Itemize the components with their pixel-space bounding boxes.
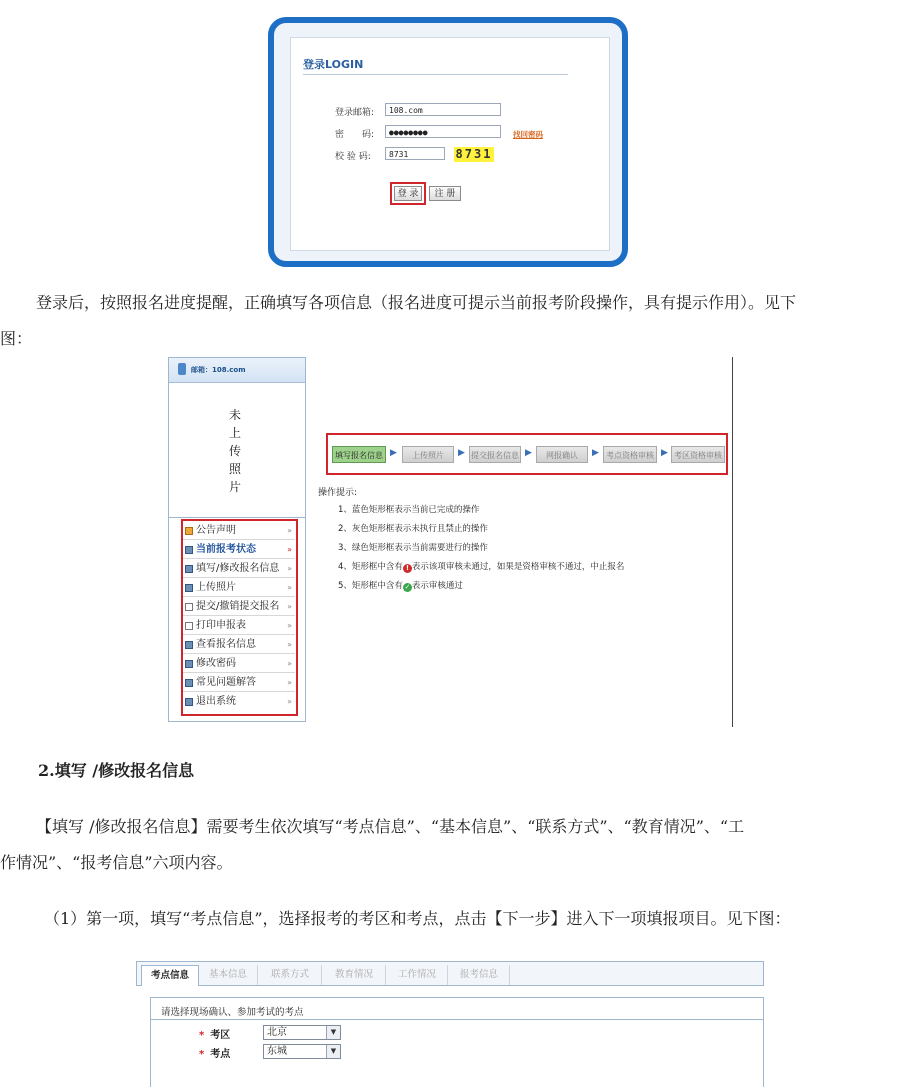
- step-upload-photo: 上传照片: [402, 446, 454, 463]
- form-hint: 请选择现场确认、参加考试的考点: [161, 1007, 304, 1018]
- menu-item-edit-info[interactable]: [183, 560, 295, 578]
- arrow-right-icon: ▶: [592, 448, 599, 458]
- document-icon: [185, 641, 193, 649]
- chevron-right-icon: »: [287, 697, 292, 706]
- tab-contact[interactable]: 联系方式: [259, 965, 322, 985]
- chevron-right-icon: »: [287, 678, 292, 687]
- arrow-right-icon: ▶: [661, 448, 668, 458]
- password-field[interactable]: ●●●●●●●●: [385, 125, 501, 138]
- forgot-password-link[interactable]: 找回密码: [513, 130, 543, 139]
- ops-line-tail: 表示审核通过: [411, 581, 463, 591]
- menu-item-label: 常见问题解答: [196, 677, 256, 688]
- password-label: 密 码:: [335, 130, 375, 140]
- login-button[interactable]: 登 录: [394, 186, 422, 201]
- paragraph-requirements-cont: 作情况”、“报考信息”六项内容。: [0, 853, 233, 872]
- photo-placeholder: [169, 382, 305, 518]
- captcha-field[interactable]: 8731: [385, 147, 445, 160]
- menu-item-label: 公告声明: [196, 525, 236, 536]
- paragraph-intro-cont: 图：: [0, 329, 33, 348]
- ops-line-tail: 表示该项审核未通过，如果是资格审核不通过，中止报名: [411, 562, 625, 572]
- account-bar: [169, 358, 305, 383]
- menu-item-label: 退出系统: [196, 696, 236, 707]
- chevron-right-icon: »: [287, 602, 292, 611]
- tab-exam-site[interactable]: 考点信息: [141, 965, 199, 986]
- menu-item-label: 打印申报表: [196, 620, 246, 631]
- photo-char: 照: [229, 462, 242, 476]
- ops-line: 1、蓝色矩形框表示当前已完成的操作: [338, 505, 480, 515]
- menu-item-announcement[interactable]: [183, 522, 295, 540]
- step-online-confirm: 网报确认: [536, 446, 588, 463]
- required-mark: *: [199, 1030, 205, 1041]
- document-icon: [185, 546, 193, 554]
- ops-title: 操作提示:: [318, 488, 358, 498]
- page-icon: [185, 603, 193, 611]
- photo-char: 上: [229, 426, 242, 440]
- ops-line-head: 4、矩形框中含有: [338, 562, 403, 572]
- arrow-right-icon: ▶: [525, 448, 532, 458]
- menu-item-logout[interactable]: [183, 693, 295, 711]
- menu-item-label: 填写/修改报名信息: [196, 563, 280, 574]
- account-email: 邮箱：108.com: [191, 366, 246, 374]
- email-label: 登录邮箱:: [335, 108, 375, 118]
- menu-item-view-info[interactable]: [183, 636, 295, 654]
- menu-item-label: 上传照片: [196, 582, 236, 593]
- step-fill-info: 填写报名信息: [332, 446, 386, 463]
- step-site-review: 考点资格审核: [603, 446, 657, 463]
- photo-char: 片: [229, 480, 242, 494]
- section-heading: 2.填写 /修改报名信息: [38, 761, 195, 780]
- menu-item-change-password[interactable]: [183, 655, 295, 673]
- tab-work[interactable]: 工作情况: [387, 965, 448, 985]
- document-icon: [185, 679, 193, 687]
- ops-line: [338, 579, 463, 592]
- required-mark: *: [199, 1049, 205, 1060]
- region-select[interactable]: [263, 1025, 341, 1040]
- tab-basic-info[interactable]: 基本信息: [199, 965, 258, 985]
- register-button[interactable]: 注 册: [429, 186, 461, 201]
- tab-exam-info[interactable]: 报考信息: [449, 965, 510, 985]
- captcha-label: 校 验 码:: [335, 152, 371, 162]
- form-body: [150, 997, 764, 1087]
- ops-line: 2、灰色矩形框表示未执行且禁止的操作: [338, 524, 488, 534]
- login-panel: [268, 17, 628, 267]
- site-label: * 考点: [199, 1049, 231, 1060]
- form-screenshot: [136, 961, 764, 1087]
- paragraph-requirements: 【填写 /修改报名信息】需要考生依次填写“考点信息”、“基本信息”、“联系方式”、“教育情况”、“工: [36, 817, 745, 836]
- tab-education[interactable]: 教育情况: [323, 965, 386, 985]
- menu-item-faq[interactable]: [183, 674, 295, 692]
- captcha-image[interactable]: 8731: [455, 147, 493, 161]
- ops-line: 3、绿色矩形框表示当前需要进行的操作: [338, 543, 488, 553]
- chevron-right-icon: »: [287, 545, 292, 554]
- step-submit-info: 提交报名信息: [469, 446, 521, 463]
- page-icon: [185, 622, 193, 630]
- menu-item-upload-photo[interactable]: [183, 579, 295, 597]
- chevron-down-icon[interactable]: ▼: [326, 1026, 340, 1039]
- menu-item-label: 查看报名信息: [196, 639, 256, 650]
- menu-item-current-status[interactable]: [183, 541, 295, 559]
- photo-char: 传: [229, 444, 242, 458]
- document-icon: [185, 698, 193, 706]
- chevron-right-icon: »: [287, 621, 292, 630]
- check-icon: ✓: [404, 583, 411, 591]
- site-select[interactable]: [263, 1044, 341, 1059]
- paragraph-intro: 登录后，按照报名进度提醒，正确填写各项信息（报名进度可提示当前报考阶段操作，具有提示作用）。见下: [36, 293, 797, 312]
- ops-line-head: 5、矩形框中含有: [338, 581, 403, 591]
- chevron-right-icon: »: [287, 640, 292, 649]
- portal-screenshot: [168, 357, 733, 727]
- menu-item-label: 修改密码: [196, 658, 236, 669]
- menu-item-label: 提交/撤销提交报名: [196, 601, 280, 612]
- error-icon: !: [403, 564, 412, 573]
- chevron-right-icon: »: [287, 526, 292, 535]
- divider: [303, 74, 568, 75]
- menu-item-label: 当前报考状态: [196, 544, 256, 555]
- user-icon: [178, 363, 186, 375]
- chevron-right-icon: »: [287, 583, 292, 592]
- login-title: 登录LOGIN: [303, 58, 364, 71]
- paragraph-step1: （1）第一项，填写“考点信息”，选择报考的考区和考点，点击【下一步】进入下一项填报项目。见下图：: [44, 909, 791, 928]
- email-field[interactable]: 108.com: [385, 103, 501, 116]
- menu-item-print[interactable]: [183, 617, 295, 635]
- house-icon: [185, 527, 193, 535]
- sidebar: [168, 357, 306, 722]
- site-value: 东城: [267, 1046, 287, 1057]
- tab-bar: [136, 961, 764, 986]
- photo-char: 未: [229, 408, 242, 422]
- document-icon: [185, 660, 193, 668]
- region-value: 北京: [267, 1027, 287, 1038]
- step-region-review: 考区资格审核: [671, 446, 725, 463]
- document-icon: [185, 565, 193, 573]
- divider: [151, 1019, 763, 1020]
- arrow-right-icon: ▶: [458, 448, 465, 458]
- menu-item-submit[interactable]: [183, 598, 295, 616]
- chevron-down-icon[interactable]: ▼: [326, 1045, 340, 1058]
- chevron-right-icon: »: [287, 564, 292, 573]
- arrow-right-icon: ▶: [390, 448, 397, 458]
- chevron-right-icon: »: [287, 659, 292, 668]
- ops-line: [338, 560, 624, 573]
- document-icon: [185, 584, 193, 592]
- region-label: * 考区: [199, 1030, 231, 1041]
- login-box: [290, 37, 610, 251]
